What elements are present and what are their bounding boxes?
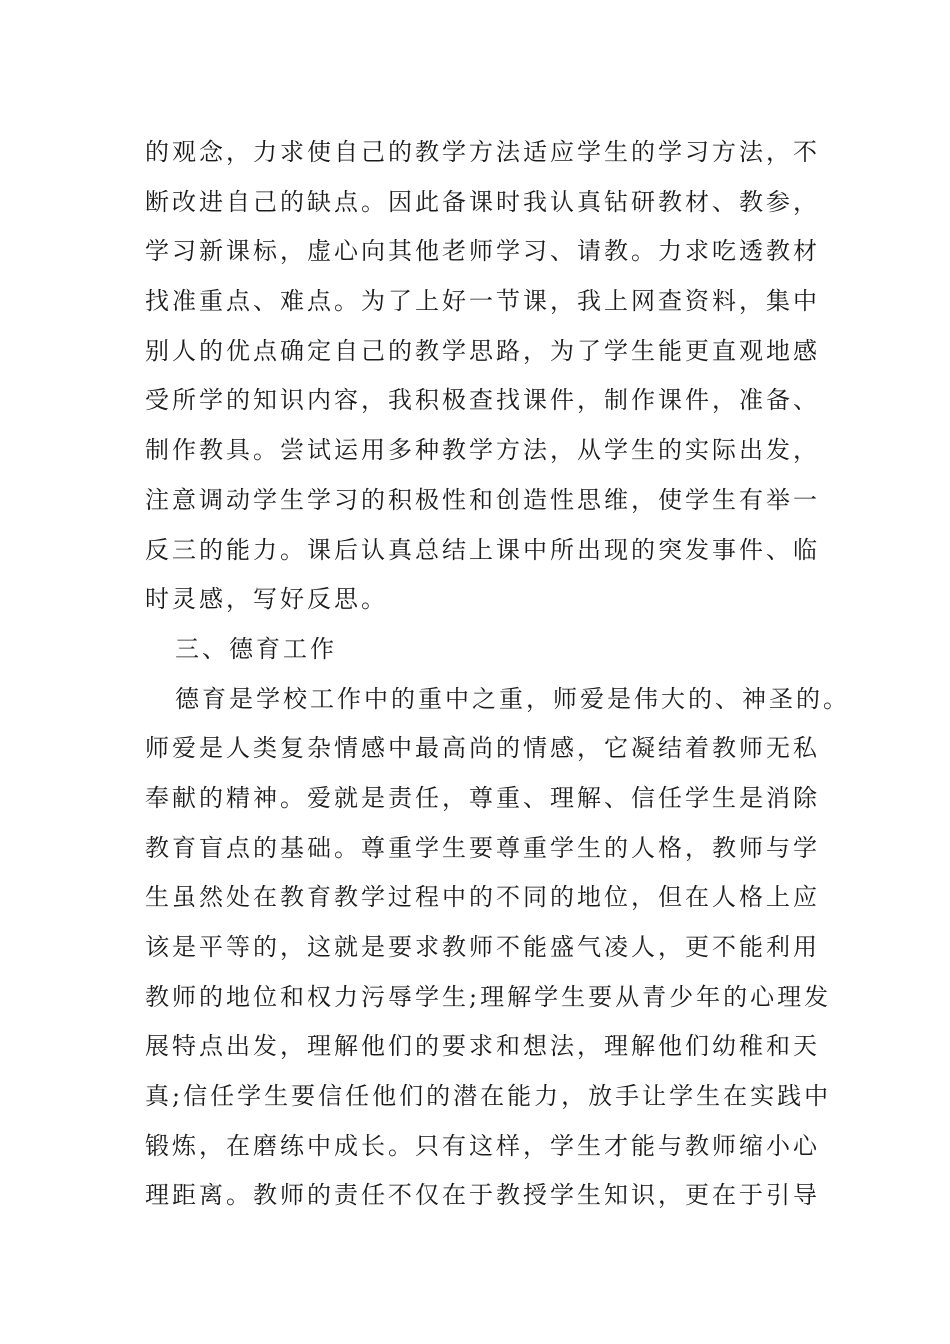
text-line: 展特点出发，理解他们的要求和想法，理解他们幼稚和天 [145, 1032, 820, 1061]
text-line: 真;信任学生要信任他们的潜在能力，放手让学生在实践中 [145, 1082, 832, 1111]
body-text [145, 128, 850, 1221]
text-line: 教育盲点的基础。尊重学生要尊重学生的人格，教师与学 [145, 833, 820, 862]
text-line: 该是平等的，这就是要求教师不能盛气凌人，更不能利用 [145, 933, 820, 961]
text-line: 制作教具。尝试运用多种教学方法，从学生的实际出发， [145, 436, 820, 465]
text-line: 教师的地位和权力污辱学生;理解学生要从青少年的心理发 [145, 982, 832, 1011]
text-line: 德育是学校工作中的重中之重，师爱是伟大的、神圣的。 [175, 684, 850, 713]
text-line: 反三的能力。课后认真总结上课中所出现的突发事件、临 [145, 535, 820, 564]
text-line: 时灵感，写好反思。 [145, 585, 388, 614]
text-line: 找准重点、难点。为了上好一节课，我上网查资料，集中 [145, 287, 820, 316]
text-line: 的观念，力求使自己的教学方法适应学生的学习方法，不 [145, 138, 820, 166]
text-line: 别人的优点确定自己的教学思路，为了学生能更直观地感 [145, 336, 820, 365]
text-line: 注意调动学生学习的积极性和创造性思维，使学生有举一 [145, 485, 820, 514]
text-line: 师爱是人类复杂情感中最高尚的情感，它凝结着教师无私 [145, 734, 820, 763]
section-heading: 三、德育工作 [175, 634, 337, 663]
text-line: 锻炼，在磨练中成长。只有这样，学生才能与教师缩小心 [145, 1131, 820, 1160]
text-line: 断改进自己的缺点。因此备课时我认真钻研教材、教参， [145, 187, 820, 216]
text-line: 生虽然处在教育教学过程中的不同的地位，但在人格上应 [145, 883, 820, 912]
text-line: 理距离。教师的责任不仅在于教授学生知识，更在于引导 [145, 1181, 820, 1210]
text-line: 学习新课标，虚心向其他老师学习、请教。力求吃透教材 [145, 237, 820, 266]
text-line: 受所学的知识内容，我积极查找课件，制作课件，准备、 [145, 386, 820, 415]
text-line: 奉献的精神。爱就是责任，尊重、理解、信任学生是消除 [145, 783, 820, 812]
